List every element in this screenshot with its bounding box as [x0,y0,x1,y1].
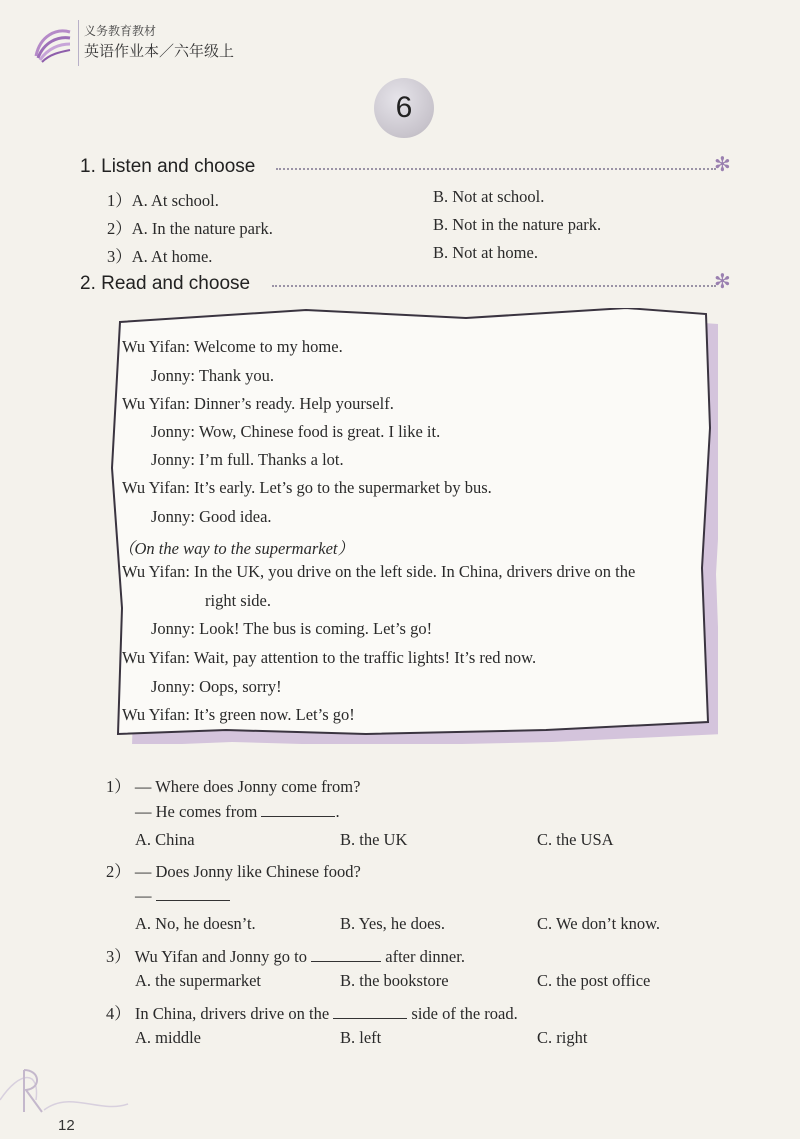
item-number: 1） [107,191,132,210]
section2-title: 2. Read and choose [80,273,251,294]
dialogue-line [122,562,635,582]
answer-suffix: . [335,802,340,821]
dialogue-line [122,478,492,498]
answer-blank[interactable] [156,886,230,901]
q1-option-a[interactable]: A. China [135,830,195,849]
speaker: Jonny: [151,507,196,526]
answer-prefix: — He comes from [135,802,262,821]
dialogue-line [122,337,343,357]
question-2 [106,858,361,882]
speaker: Jonny: [151,422,196,441]
q2-option-a[interactable]: A. No, he doesn’t. [135,914,256,933]
line-text: Look! The bus is coming. Let’s go! [199,619,433,638]
answer-prefix: — [135,886,152,905]
answer-blank[interactable] [311,947,381,962]
section1-dotted-rule [276,168,716,170]
asterisk-icon: ✻ [714,269,731,293]
question-number: 4） [106,1004,131,1023]
q2-option-b[interactable]: B. Yes, he does. [340,914,445,933]
publisher-logo-icon [30,22,74,66]
s1-item-3-b: B. Not at home. [433,243,538,262]
q3-option-a[interactable]: A. the supermarket [135,971,261,990]
question-number: 1） [106,777,131,796]
line-text: Wait, pay attention to the traffic lights! It’s red now. [193,648,537,667]
unit-number-badge: 6 [374,78,434,138]
question-2-answer-line [135,886,230,906]
s1-item-3 [107,243,212,267]
answer-blank[interactable] [261,802,335,817]
dialogue-line [151,619,432,639]
speaker: Jonny: [151,366,196,385]
speaker: Wu Yifan: [122,394,190,413]
dialogue-line [122,648,536,668]
question-3 [106,943,465,967]
q2-option-c[interactable]: C. We don’t know. [537,914,661,933]
question-text-end: after dinner. [381,947,465,966]
line-text: Dinner’s ready. Help yourself. [194,394,394,413]
line-text: I’m full. Thanks a lot. [199,450,344,469]
line-text: Good idea. [199,507,272,526]
asterisk-icon: ✻ [714,152,731,176]
q3-option-b[interactable]: B. the bookstore [340,971,449,990]
corner-swirl-decoration [0,1060,130,1120]
line-text: In the UK, you drive on the left side. In China, drivers drive on the [194,562,636,581]
dialogue-line [122,394,394,414]
q3-option-c[interactable]: C. the post office [537,971,651,990]
line-text: Thank you. [198,366,274,385]
dialogue-line [151,422,440,442]
line-text: It’s green now. Let’s go! [194,705,355,724]
option-a: A. At home. [131,247,213,266]
q4-option-b[interactable]: B. left [340,1028,382,1047]
page-number: 12 [58,1117,75,1134]
option-a: A. In the nature park. [131,219,273,238]
line-text: Oops, sorry! [199,677,282,696]
s1-item-1 [107,187,219,211]
dialogue-line [151,507,272,527]
stage-direction: （On the way to the supermarket） [118,539,355,558]
question-4 [106,1000,518,1024]
q4-option-c[interactable]: C. right [537,1028,588,1047]
dialogue-line-continued: right side. [205,591,271,610]
question-text: — Does Jonny like Chinese food? [134,862,361,881]
item-number: 3） [107,247,132,266]
line-text: Welcome to my home. [193,337,343,356]
question-text: — Where does Jonny come from? [134,777,361,796]
question-1-answer-line [135,802,340,822]
question-number: 3） [106,947,131,966]
q1-option-c[interactable]: C. the USA [537,830,614,849]
book-title: 英语作业本／ [84,42,175,60]
speaker: Wu Yifan: [122,705,190,724]
speaker: Jonny: [151,677,196,696]
answer-blank[interactable] [333,1004,407,1019]
s1-item-2-b: B. Not in the nature park. [433,215,602,234]
header-title [84,40,234,61]
question-text: Wu Yifan and Jonny go to [134,947,312,966]
q1-option-b[interactable]: B. the UK [340,830,408,849]
line-text: Wow, Chinese food is great. I like it. [198,422,441,441]
speaker: Jonny: [151,450,196,469]
question-text: In China, drivers drive on the [134,1004,334,1023]
question-1 [106,773,360,797]
line-text: It’s early. Let’s go to the supermarket by bus. [194,478,492,497]
question-number: 2） [106,862,131,881]
section2-dotted-rule [272,285,716,287]
option-a: A. At school. [131,191,219,210]
header-divider [78,20,79,66]
speaker: Wu Yifan: [122,478,190,497]
speaker: Wu Yifan: [122,562,190,581]
dialogue-line [122,705,355,725]
speaker: Wu Yifan: [122,648,190,667]
dialogue-line [151,677,282,697]
s1-item-2 [107,215,273,239]
header-subtitle: 义务教育教材 [84,24,157,38]
section1-title: 1. Listen and choose [80,156,256,177]
grade-label: 六年级上 [174,42,235,60]
speaker: Jonny: [151,619,196,638]
s1-item-1-b: B. Not at school. [433,187,545,206]
speaker: Wu Yifan: [122,337,190,356]
question-text-end: side of the road. [407,1004,518,1023]
dialogue-line [151,450,344,470]
q4-option-a[interactable]: A. middle [135,1028,201,1047]
item-number: 2） [107,219,132,238]
dialogue-line [151,366,274,386]
